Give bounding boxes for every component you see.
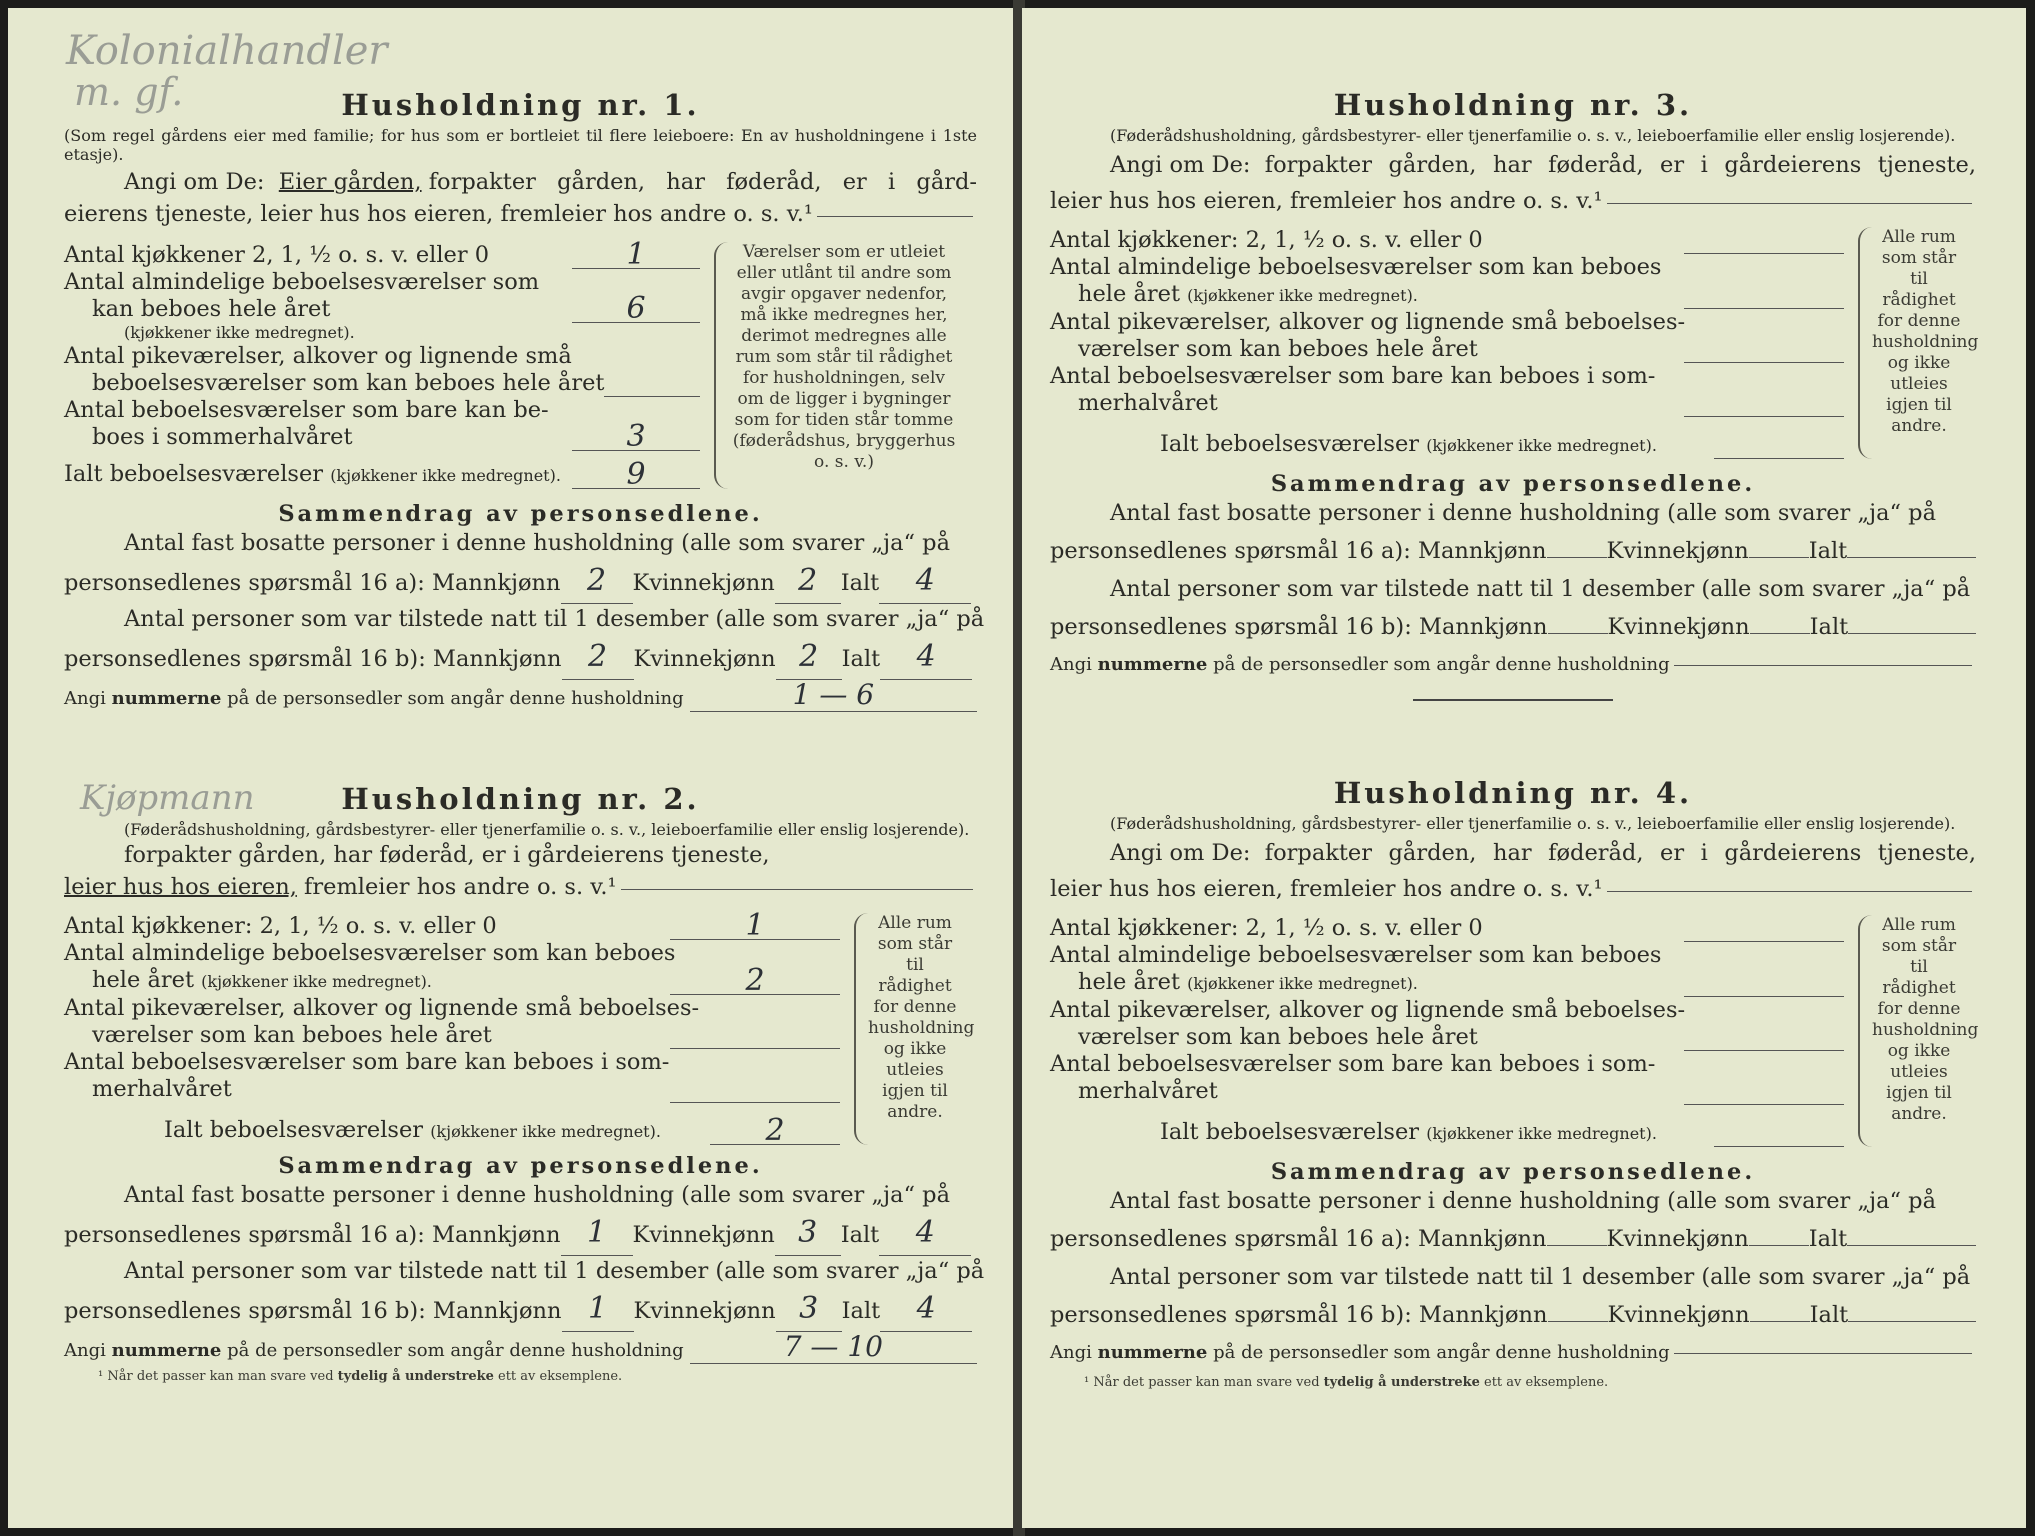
resident-total: 4 bbox=[879, 559, 971, 604]
footnote: ¹ Når det passer kan man svare ved tydelig å understreke ett av eksemplene. bbox=[98, 1369, 623, 1384]
value-ordinary: 6 bbox=[572, 296, 700, 323]
value-kitchens bbox=[1684, 227, 1844, 254]
household-4-rooms: Antal kjøkkener: 2, 1, ½ o. s. v. eller 0 Antal almindelige beboelsesværelser som kan beboes hele året (kjøkkener ikke medregnet). Antal pikeværelser, alkover og lignende små beboelses- værelser som kan beboes hele året Antal beboelsesværelser som bare kan beboes i som- merhalvåret Ialt beboelsesværelser (kjøkkener ikke medregnet). Alle rum som står til rådighet for denne husholdning og ikke utleies igjen til andre. bbox=[1050, 915, 1979, 1145]
household-2-title: Husholdning nr. 2. bbox=[341, 782, 700, 816]
value-total: 2 bbox=[710, 1118, 840, 1145]
household-1-intro: (Som regel gårdens eier med familie; for hus som er bortleiet til flere leieboere: En av husholdningene i 1ste etasje). bbox=[64, 126, 977, 164]
household-1-title: Husholdning nr. 1. bbox=[341, 88, 700, 122]
resident-male: 1 bbox=[561, 1211, 633, 1256]
present-male: 2 bbox=[562, 635, 634, 680]
value-kitchens: 1 bbox=[572, 242, 700, 269]
pencil-note-marital: m. gf. bbox=[74, 70, 184, 114]
rooms-total: Ialt beboelsesværelser (kjøkkener ikke medregnet). 9 bbox=[64, 461, 714, 489]
underlined-answer: leier hus hos eieren, bbox=[64, 874, 297, 900]
household-3: Husholdning nr. 3. (Føderådshusholdning, gårdsbestyrer- eller tjenerfamilie o. s. v., leieboerfamilie eller enslig losjerende). Angi om De: forpakter gården, har føderåd, er i gårdeierens tjeneste, leier hus hos eieren, fremleier hos andre o. s. v.¹ Antal kjøkkener: 2, 1, ½ o. s. v. eller 0 Antal almindelige beboelsesværelser som kan beboes hele året (kjøkkener ikke medregnet). Antal pikeværelser, alkover og lignende små beboelses- værelser som kan beboes hele året Antal beboelsesværelser som bare kan beboes i som- merhalvåret Ialt beboelsesværelser (kjøkkener ikke medregnet). Alle rum som står til rådighet for denne husholdning og ikke utleies igjen til andre. Sammendrag av personsedlene. Antal fast bosatte personer i denne husholdning (alle som svarer „ja“ på personsedlenes spørsmål 16 a): Mannkjønn Kvinnekjønn Ialt Antal personer som var tilstede natt til 1 desember (alle som svarer „ja“ på personsedlenes spørsmål 16 b): Mannkjønn Kvinnekjønn Ialt Angi nummerne på de personsedler som angår denne husholdning bbox=[1050, 84, 1976, 701]
rooms-kitchens: Antal kjøkkener: 2, 1, ½ o. s. v. eller 0 1 bbox=[64, 913, 854, 940]
footnote: ¹ Når det passer kan man svare ved tydelig å understreke ett av eksemplene. bbox=[1084, 1375, 1609, 1390]
value-summer bbox=[1684, 1078, 1844, 1105]
present-total: 4 bbox=[880, 1287, 972, 1332]
value-summer bbox=[1684, 390, 1844, 417]
household-2-summary-heading: Sammendrag av personsedlene. bbox=[278, 1153, 763, 1179]
rooms-ordinary-1: Antal almindelige beboelsesværelser som bbox=[64, 269, 540, 295]
household-2-angi-line2: leier hus hos eieren, fremleier hos andre o. s. v.¹ bbox=[64, 871, 977, 903]
right-page bbox=[1022, 8, 2026, 1528]
household-2-angi-line1: forpakter gården, har føderåd, er i gårdeierens tjeneste, bbox=[124, 842, 770, 868]
value-maid bbox=[670, 1022, 840, 1049]
household-3-title: Husholdning nr. 3. bbox=[1333, 88, 1693, 122]
household-4-title: Husholdning nr. 4. bbox=[1333, 776, 1693, 810]
household-1-present-line1: Antal personer som var tilstede natt til 1 desember (alle som svarer „ja“ på bbox=[124, 606, 985, 632]
person-numbers: 7 — 10 bbox=[690, 1331, 977, 1364]
present-female: 3 bbox=[776, 1287, 842, 1332]
household-4: Husholdning nr. 4. (Føderådshusholdning, gårdsbestyrer- eller tjenerfamilie o. s. v., leieboerfamilie eller enslig losjerende). Angi om De: forpakter gården, har føderåd, er i gårdeierens tjeneste, leier hus hos eieren, fremleier hos andre o. s. v.¹ Antal kjøkkener: 2, 1, ½ o. s. v. eller 0 Antal almindelige beboelsesværelser som kan beboes hele året (kjøkkener ikke medregnet). Antal pikeværelser, alkover og lignende små beboelses- værelser som kan beboes hele året Antal beboelsesværelser som bare kan beboes i som- merhalvåret Ialt beboelsesværelser (kjøkkener ikke medregnet). Alle rum som står til rådighet for denne husholdning og ikke utleies igjen til andre. Sammendrag av personsedlene. Antal fast bosatte personer i denne husholdning (alle som svarer „ja“ på personsedlenes spørsmål 16 a): Mannkjønn Kvinnekjønn Ialt Antal personer som var tilstede natt til 1 desember (alle som svarer „ja“ på personsedlenes spørsmål 16 b): Mannkjønn Kvinnekjønn Ialt Angi nummerne på de personsedler som angår denne husholdning ¹ Når det passer kan man svare ved tydelig å understreke ett av eksemplene. bbox=[1050, 772, 1976, 1390]
value-total bbox=[1714, 1120, 1844, 1147]
household-1-summary-heading: Sammendrag av personsedlene. bbox=[278, 501, 763, 527]
value-summer: 3 bbox=[572, 424, 700, 451]
rooms-maid-1: Antal pikeværelser, alkover og lignende små bbox=[64, 343, 572, 369]
resident-female: 3 bbox=[775, 1211, 841, 1256]
value-ordinary bbox=[1684, 282, 1844, 309]
household-4-rooms-note: Alle rum som står til rådighet for denne husholdning og ikke utleies igjen til andre. bbox=[1858, 915, 1966, 1147]
value-total: 9 bbox=[572, 462, 700, 489]
household-1-resident-line2: personsedlenes spørsmål 16 a): Mannkjønn 2 Kvinnekjønn 2 Ialt 4 bbox=[64, 559, 977, 603]
resident-total: 4 bbox=[879, 1211, 971, 1256]
household-1-resident-line1: Antal fast bosatte personer i denne husholdning (alle som svarer „ja“ på bbox=[124, 530, 950, 556]
household-2: Husholdning nr. 2. (Føderådshusholdning, gårdsbestyrer- eller tjenerfamilie o. s. v., leieboerfamilie eller enslig losjerende). forpakter gården, har føderåd, er i gårdeierens tjeneste, leier hus hos eieren, fremleier hos andre o. s. v.¹ Antal kjøkkener: 2, 1, ½ o. s. v. eller 0 1 Antal almindelige beboelsesværelser som kan beboes hele året (kjøkkener ikke medregnet). 2 Antal pikeværelser, alkover og lignende små beboelses- værelser som kan beboes hele året Antal beboelsesværelser som bare kan beboes i som- merhalvåret Ialt beboelsesværelser (kjøkkener ikke medregnet). 2 Alle rum som står til rådighet for denne husholdning og ikke utleies igjen til andre. Sammendrag av personsedlene. Antal fast bosatte personer i denne husholdning (alle som svarer „ja“ på personsedlenes spørsmål 16 a): Mannkjønn 1 Kvinnekjønn 3 Ialt 4 Antal personer som var tilstede natt til 1 desember (alle som svarer „ja“ på personsedlenes spørsmål 16 b): Mannkjønn 1 Kvinnekjønn 3 Ialt 4 Angi nummerne på de personsedler som angår denne husholdning 7 — 10 ¹ Når det passer kan man svare ved tydelig å understreke ett av eksemplene. bbox=[64, 778, 977, 1384]
person-numbers: 1 — 6 bbox=[690, 679, 977, 712]
pencil-note-hh2: Kjøpmann bbox=[80, 778, 255, 818]
rooms-kitchens: Antal kjøkkener 2, 1, ½ o. s. v. eller 0 1 bbox=[64, 242, 714, 269]
household-2-rooms: Antal kjøkkener: 2, 1, ½ o. s. v. eller 0 1 Antal almindelige beboelsesværelser som kan beboes hele året (kjøkkener ikke medregnet). 2 Antal pikeværelser, alkover og lignende små beboelses- værelser som kan beboes hele året Antal beboelsesværelser som bare kan beboes i som- merhalvåret Ialt beboelsesværelser (kjøkkener ikke medregnet). 2 Alle rum som står til rådighet for denne husholdning og ikke utleies igjen til andre. bbox=[64, 908, 975, 1148]
rooms-summer-2: boes i sommerhalvåret 3 bbox=[64, 424, 714, 451]
pencil-note-occupation: Kolonialhandler bbox=[66, 28, 388, 74]
value-maid bbox=[604, 370, 700, 397]
household-1-present-line2: personsedlenes spørsmål 16 b): Mannkjønn 2 Kvinnekjønn 2 Ialt 4 bbox=[64, 635, 977, 679]
household-1-angi-line2: eierens tjeneste, leier hus hos eieren, fremleier hos andre o. s. v.¹ bbox=[64, 198, 977, 230]
household-3-rooms-note: Alle rum som står til rådighet for denne husholdning og ikke utleies igjen til andre. bbox=[1858, 227, 1966, 459]
value-ordinary: 2 bbox=[670, 968, 840, 995]
household-3-intro: (Føderådshusholdning, gårdsbestyrer- eller tjenerfamilie o. s. v., leieboerfamilie eller enslig losjerende). bbox=[1110, 126, 1956, 145]
household-4-intro: (Føderådshusholdning, gårdsbestyrer- eller tjenerfamilie o. s. v., leieboerfamilie eller enslig losjerende). bbox=[1110, 814, 1956, 833]
household-1-rooms-note: Værelser som er utleiet eller utlånt til andre som avgir opgaver nedenfor, må ikke medregnes her, derimot medregnes alle rum som står til rådighet for husholdningen, selv om de ligger i bygninger som for tiden står tomme (føderådshus, bryggerhus o. s. v.) bbox=[714, 242, 962, 489]
left-page bbox=[8, 8, 1015, 1528]
household-2-intro: (Føderådshusholdning, gårdsbestyrer- eller tjenerfamilie o. s. v., leieboerfamilie eller enslig losjerende). bbox=[124, 820, 970, 839]
value-maid bbox=[1684, 1024, 1844, 1051]
value-kitchens bbox=[1684, 915, 1844, 942]
household-1-numbers-line: Angi nummerne på de personsedler som angår denne husholdning 1 — 6 bbox=[64, 679, 977, 715]
household-3-rooms: Antal kjøkkener: 2, 1, ½ o. s. v. eller 0 Antal almindelige beboelsesværelser som kan beboes hele året (kjøkkener ikke medregnet). Antal pikeværelser, alkover og lignende små beboelses- værelser som kan beboes hele året Antal beboelsesværelser som bare kan beboes i som- merhalvåret Ialt beboelsesværelser (kjøkkener ikke medregnet). Alle rum som står til rådighet for denne husholdning og ikke utleies igjen til andre. bbox=[1050, 227, 1979, 457]
household-1-angi-line: Angi om De: Eier gården, forpakter gården, har føderåd, er i gård- bbox=[64, 166, 977, 198]
rooms-summer-1: Antal beboelsesværelser som bare kan be- bbox=[64, 397, 549, 423]
present-male: 1 bbox=[562, 1287, 634, 1332]
value-summer bbox=[670, 1076, 840, 1103]
household-2-rooms-note: Alle rum som står til rådighet for denne husholdning og ikke utleies igjen til andre. bbox=[854, 913, 962, 1145]
value-kitchens: 1 bbox=[670, 913, 840, 940]
underlined-answer: Eier gården, bbox=[278, 169, 422, 195]
household-1 bbox=[64, 84, 985, 715]
rooms-ordinary-sub: (kjøkkener ikke medregnet). bbox=[124, 323, 355, 342]
present-female: 2 bbox=[776, 635, 842, 680]
value-total bbox=[1714, 432, 1844, 459]
value-ordinary bbox=[1684, 970, 1844, 997]
household-1-rooms bbox=[64, 237, 977, 492]
rooms-ordinary-2: kan beboes hele året 6 bbox=[64, 296, 714, 323]
rooms-maid-2: beboelsesværelser som kan beboes hele året bbox=[64, 370, 714, 397]
present-total: 4 bbox=[880, 635, 972, 680]
resident-male: 2 bbox=[561, 559, 633, 604]
value-maid bbox=[1684, 336, 1844, 363]
resident-female: 2 bbox=[775, 559, 841, 604]
